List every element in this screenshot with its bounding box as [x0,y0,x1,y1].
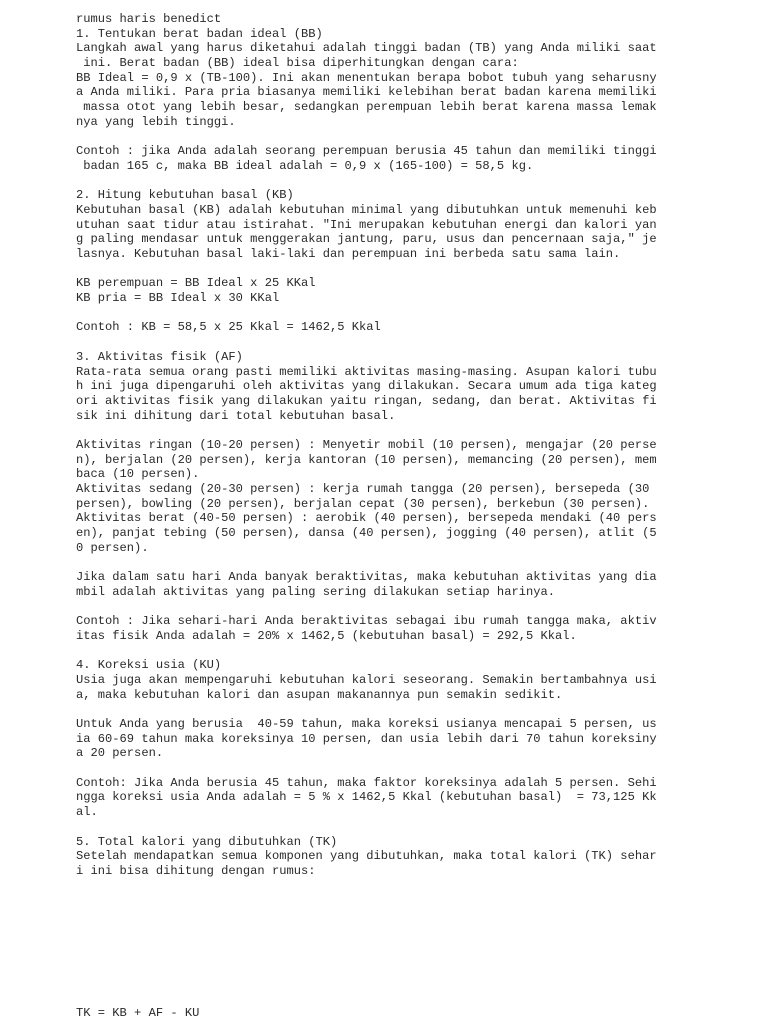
text-line: Contoh : Jika sehari-hari Anda beraktivitas sebagai ibu rumah tangga maka, aktiv [76,614,657,629]
text-line: Contoh : jika Anda adalah seorang perempuan berusia 45 tahun dan memiliki tinggi [76,144,657,159]
blank-line [76,423,756,438]
text-line: Aktivitas berat (40-50 persen) : aerobik (40 persen), bersepeda mendaki (40 pers [76,511,657,526]
text-line: BB Ideal = 0,9 x (TB-100). Ini akan menentukan berapa bobot tubuh yang seharusny [76,70,657,85]
text-line: h ini juga dipengaruhi oleh aktivitas yang dilakukan. Secara umum ada tiga kateg [76,379,657,394]
blank-line [76,702,756,717]
blank-line [76,820,756,835]
text-line: a 20 persen. [76,746,164,761]
text-line: massa otot yang lebih besar, sedangkan perempuan lebih berat karena massa lemak [76,100,657,115]
text-line: Contoh : KB = 58,5 x 25 Kkal = 1462,5 Kkal [76,320,381,335]
text-line: 3. Aktivitas fisik (AF) [76,349,243,364]
blank-line [76,761,756,776]
text-line: Setelah mendapatkan semua komponen yang dibutuhkan, maka total kalori (TK) sehar [76,849,657,864]
text-line: al. [76,805,98,820]
text-line: i ini bisa dihitung dengan rumus: [76,863,316,878]
blank-line [76,262,756,277]
text-line: KB perempuan = BB Ideal x 25 KKal [76,276,316,291]
total-calorie-formula: TK = KB + AF - KU [76,1006,200,1020]
text-line: 0 persen). [76,540,149,555]
text-line: itas fisik Anda adalah = 20% x 1462,5 (kebutuhan basal) = 292,5 Kkal. [76,628,577,643]
text-line: baca (10 persen). [76,467,200,482]
text-line: utuhan saat tidur atau istirahat. "Ini merupakan kebutuhan energi dan kalori yan [76,217,657,232]
text-line: nya yang lebih tinggi. [76,114,236,129]
text-line: 2. Hitung kebutuhan basal (KB) [76,188,294,203]
text-line: ori aktivitas fisik yang dilakukan yaitu ringan, sedang, dan berat. Aktivitas fi [76,393,657,408]
text-line: Jika dalam satu hari Anda banyak beraktivitas, maka kebutuhan aktivitas yang dia [76,570,657,585]
text-line: sik ini dihitung dari total kebutuhan basal. [76,408,396,423]
text-line: Usia juga akan mempengaruhi kebutuhan kalori seseorang. Semakin bertambahnya usi [76,672,657,687]
text-line: Untuk Anda yang berusia 40-59 tahun, maka koreksi usianya mencapai 5 persen, us [76,717,657,731]
blank-line [76,600,756,615]
text-line: g paling mendasar untuk menggerakan jantung, paru, usus dan pencernaan saja," je [76,232,657,247]
text-line: n), berjalan (20 persen), kerja kantoran (10 persen), memancing (20 persen), mem [76,452,657,467]
text-line: 5. Total kalori yang dibutuhkan (TK) [76,834,338,849]
text-line: ia 60-69 tahun maka koreksinya 10 persen, dan usia lebih dari 70 tahun koreksiny [76,731,657,746]
text-line: KB pria = BB Ideal x 30 KKal [76,291,280,306]
text-line: Langkah awal yang harus diketahui adalah tinggi badan (TB) yang Anda miliki saat [76,41,657,56]
text-line: persen), bowling (20 persen), berjalan cepat (30 persen), berkebun (30 persen). [76,496,650,511]
text-line: badan 165 c, maka BB ideal adalah = 0,9 x (165-100) = 58,5 kg. [76,158,534,173]
text-line: a Anda miliki. Para pria biasanya memiliki kelebihan berat badan karena memiliki [76,85,657,100]
text-line: mbil adalah aktivitas yang paling sering dilakukan setiap harinya. [76,584,555,599]
text-line: ngga koreksi usia Anda adalah = 5 % x 1462,5 Kkal (kebutuhan basal) = 73,125 Kk [76,790,657,805]
blank-line [76,174,756,189]
text-line: 4. Koreksi usia (KU) [76,658,222,673]
blank-line [76,555,756,570]
text-line: 1. Tentukan berat badan ideal (BB) [76,26,323,41]
text-line: rumus haris benedict [76,12,222,26]
text-line: ini. Berat badan (BB) ideal bisa diperhitungkan dengan cara: [76,56,519,71]
text-line: Aktivitas sedang (20-30 persen) : kerja rumah tangga (20 persen), bersepeda (30 [76,482,650,496]
text-line: Kebutuhan basal (KB) adalah kebutuhan minimal yang dibutuhkan untuk memenuhi keb [76,202,657,217]
text-line: Rata-rata semua orang pasti memiliki aktivitas masing-masing. Asupan kalori tubu [76,364,657,379]
blank-line [76,130,756,145]
text-line: lasnya. Kebutuhan basal laki-laki dan perempuan ini berbeda satu sama lain. [76,247,621,261]
blank-line [76,644,756,659]
blank-line [76,306,756,321]
text-line: a, maka kebutuhan kalori dan asupan makanannya pun semakin sedikit. [76,687,563,702]
document-body [76,12,756,879]
text-line: Aktivitas ringan (10-20 persen) : Menyetir mobil (10 persen), mengajar (20 perse [76,437,657,452]
blank-line [76,335,756,350]
text-line: en), panjat tebing (50 persen), dansa (40 persen), jogging (40 persen), atlit (5 [76,526,657,541]
text-line: Contoh: Jika Anda berusia 45 tahun, maka faktor koreksinya adalah 5 persen. Sehi [76,775,657,790]
